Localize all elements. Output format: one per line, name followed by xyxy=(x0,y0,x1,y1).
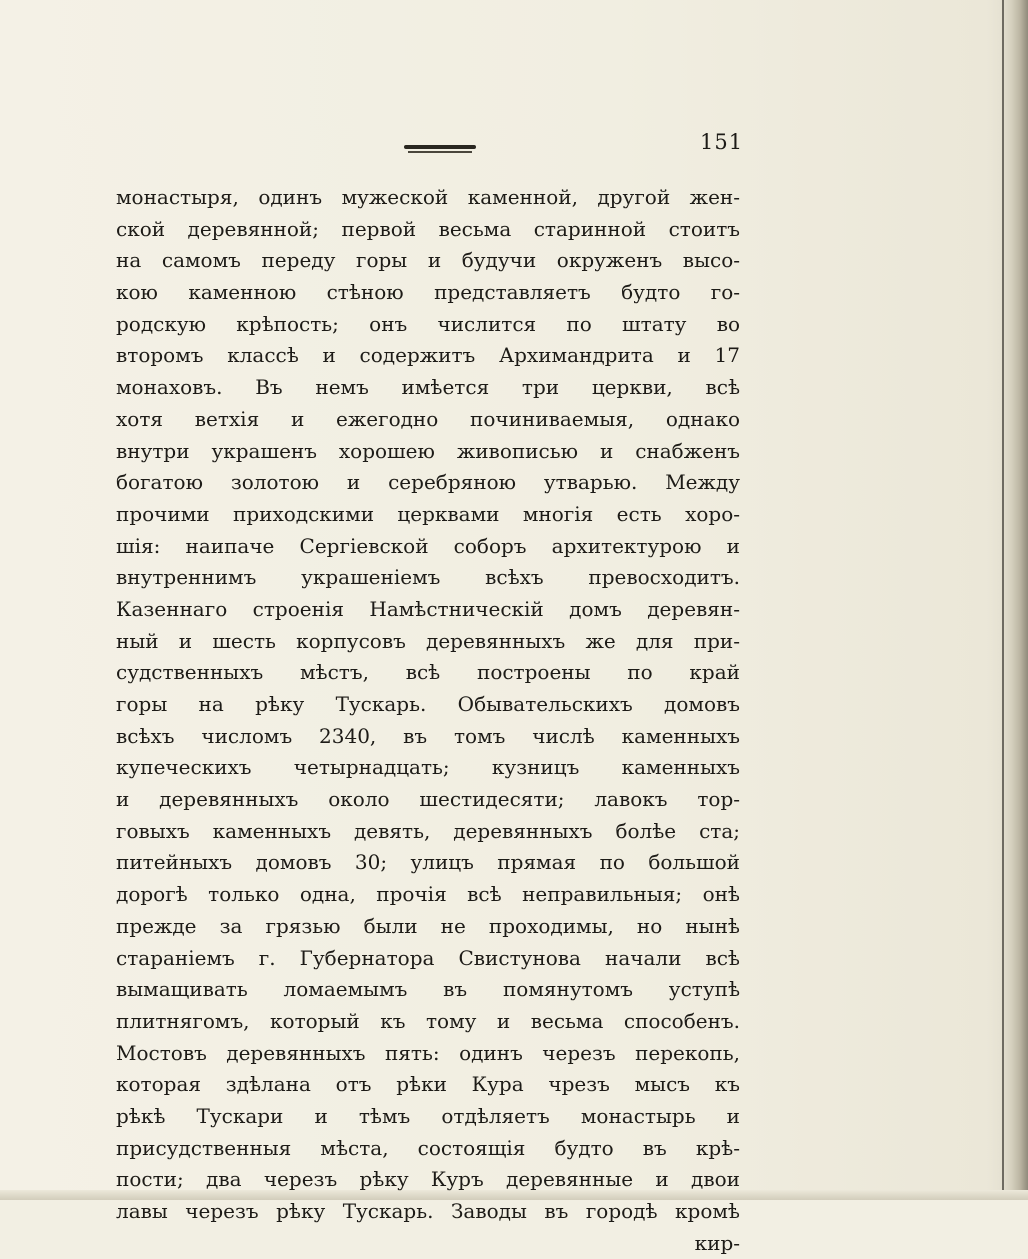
page-spine-shadow xyxy=(1000,0,1028,1200)
text-line: второмъ классѣ и содержитъ Архимандрита и 17 xyxy=(116,343,740,368)
text-line: дорогѣ только одна, прочія всѣ неправильныя; онѣ xyxy=(116,882,740,907)
text-line: рѣкѣ Тускари и тѣмъ отдѣляетъ монастырь и xyxy=(116,1103,740,1128)
text-line: ный и шесть корпусовъ деревянныхъ же для при- xyxy=(116,628,740,653)
text-line: и деревянныхъ около шестидесяти; лавокъ тор- xyxy=(116,787,740,812)
text-line: ской деревянной; первой весьма старинной стоитъ xyxy=(116,216,740,241)
text-line: прежде за грязью были не проходимы, но нынѣ xyxy=(116,913,740,938)
text-line: монаховъ. Въ немъ имѣется три церкви, всѣ xyxy=(116,375,740,400)
text-line: родскую крѣпость; онъ числится по штату во xyxy=(116,311,740,336)
text-line: богатою золотою и серебряною утварью. Между xyxy=(116,470,740,495)
header-ornament-rule xyxy=(404,145,476,154)
text-line: Мостовъ деревянныхъ пять: одинъ черезъ перекопь, xyxy=(116,1040,740,1065)
text-line: судственныхъ мѣстъ, всѣ построены по край xyxy=(116,660,740,685)
text-line: говыхъ каменныхъ девять, деревянныхъ болѣе ста; xyxy=(116,818,740,843)
text-line: хотя ветхія и ежегодно починиваемыя, однако xyxy=(116,406,740,431)
text-line: питейныхъ домовъ 30; улицъ прямая по большой xyxy=(116,850,740,875)
catchword: кир- xyxy=(694,1230,740,1255)
text-line: шія: наипаче Сергіевской соборъ архитектурою и xyxy=(116,533,740,558)
text-line: внутри украшенъ хорошею живописью и снабженъ xyxy=(116,438,740,463)
text-line: внутреннимъ украшеніемъ всѣхъ превосходитъ. xyxy=(116,565,740,590)
text-line: лавы черезъ рѣку Тускарь. Заводы въ городѣ кромѣ xyxy=(116,1199,740,1223)
text-line: всѣхъ числомъ 2340, въ томъ числѣ каменныхъ xyxy=(116,723,740,748)
text-line: Казеннаго строенія Намѣстническій домъ деревян- xyxy=(116,596,740,621)
text-line: пости; два черезъ рѣку Куръ деревянные и двои xyxy=(116,1167,740,1192)
text-line: прочими приходскими церквами многія есть хоро- xyxy=(116,501,740,526)
text-line: стараніемъ г. Губернатора Свистунова начали всѣ xyxy=(116,945,740,970)
text-line: плитнягомъ, который къ тому и весьма способенъ. xyxy=(116,1008,740,1033)
text-line: горы на рѣку Тускарь. Обывательскихъ домовъ xyxy=(116,692,740,716)
text-line: на самомъ переду горы и будучи окруженъ высо- xyxy=(116,248,740,273)
text-line: купеческихъ четырнадцать; кузницъ каменныхъ xyxy=(116,755,740,780)
text-line: кою каменною стѣною представляетъ будто го- xyxy=(116,280,740,305)
text-line: монастыря, одинъ мужеской каменной, другой жен- xyxy=(116,185,740,209)
page-number: 151 xyxy=(700,130,744,154)
text-line: вымащивать ломаемымъ въ помянутомъ уступѣ xyxy=(116,977,740,1002)
text-line: присудственныя мѣста, состоящія будто въ крѣ- xyxy=(116,1135,740,1160)
page-edge-line xyxy=(1002,0,1004,1200)
text-line: которая здѣлана отъ рѣки Кура чрезъ мысъ къ xyxy=(116,1072,740,1097)
body-text xyxy=(116,182,740,1259)
